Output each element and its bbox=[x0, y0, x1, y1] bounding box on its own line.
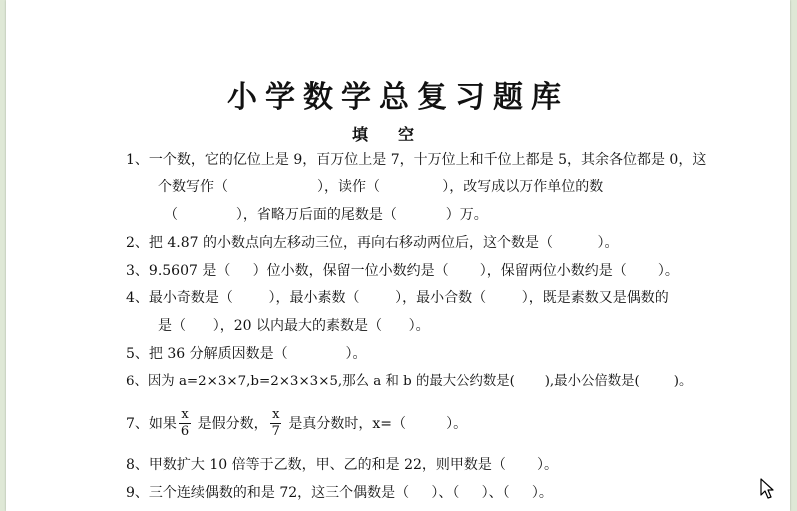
question-6: 6、因为 a=2×3×7,b=2×3×3×5,那么 a 和 b 的最大公约数是( ),最小公倍数是( )。 bbox=[126, 374, 693, 389]
question-4-line-1: 4、最小奇数是（ ），最小素数（ ），最小合数（ ），既是素数又是偶数的 bbox=[126, 290, 669, 306]
fraction-x-over-7 bbox=[270, 407, 282, 440]
question-7-prefix: 7、如果 bbox=[126, 416, 177, 432]
question-7-middle: 是假分数， bbox=[193, 416, 268, 432]
question-1-line-2: 个数写作（ ），读作（ ），改写成以万作单位的数 bbox=[158, 179, 604, 195]
page-title: 小学数学总复习题库 bbox=[227, 80, 569, 115]
fraction-1-denominator: 6 bbox=[180, 423, 190, 439]
fraction-x-over-6 bbox=[179, 407, 191, 440]
question-1-line-3: （ ），省略万后面的尾数是（ ）万。 bbox=[164, 207, 488, 223]
question-7-suffix: 是真分数时，x=（ ）。 bbox=[283, 416, 468, 432]
question-7 bbox=[126, 403, 467, 443]
section-subtitle: 填空 bbox=[351, 125, 444, 144]
question-1-line-1: 1、一个数，它的亿位上是 9，百万位上是 7，十万位上和千位上都是 5，其余各位都是 0，这 bbox=[126, 152, 707, 168]
question-8: 8、甲数扩大 10 倍等于乙数，甲、乙的和是 22，则甲数是（ ）。 bbox=[126, 457, 559, 473]
fraction-2-denominator: 7 bbox=[271, 423, 280, 439]
document-page bbox=[6, 0, 790, 511]
question-5: 5、把 36 分解质因数是（ ）。 bbox=[126, 346, 367, 362]
question-2: 2、把 4.87 的小数点向左移动三位，再向右移动两位后，这个数是（ ）。 bbox=[126, 235, 619, 251]
question-3: 3、9.5607 是（ ）位小数，保留一位小数约是（ ），保留两位小数约是（ ）。 bbox=[126, 263, 679, 279]
mouse-pointer-icon bbox=[760, 478, 776, 500]
fraction-2-numerator: x bbox=[272, 406, 280, 422]
question-9: 9、三个连续偶数的和是 72，这三个偶数是（ ）、（ ）、（ ）。 bbox=[126, 485, 553, 501]
question-4-line-2: 是（ ），20 以内最大的素数是（ ）。 bbox=[158, 318, 430, 334]
fraction-1-numerator: x bbox=[181, 406, 189, 422]
